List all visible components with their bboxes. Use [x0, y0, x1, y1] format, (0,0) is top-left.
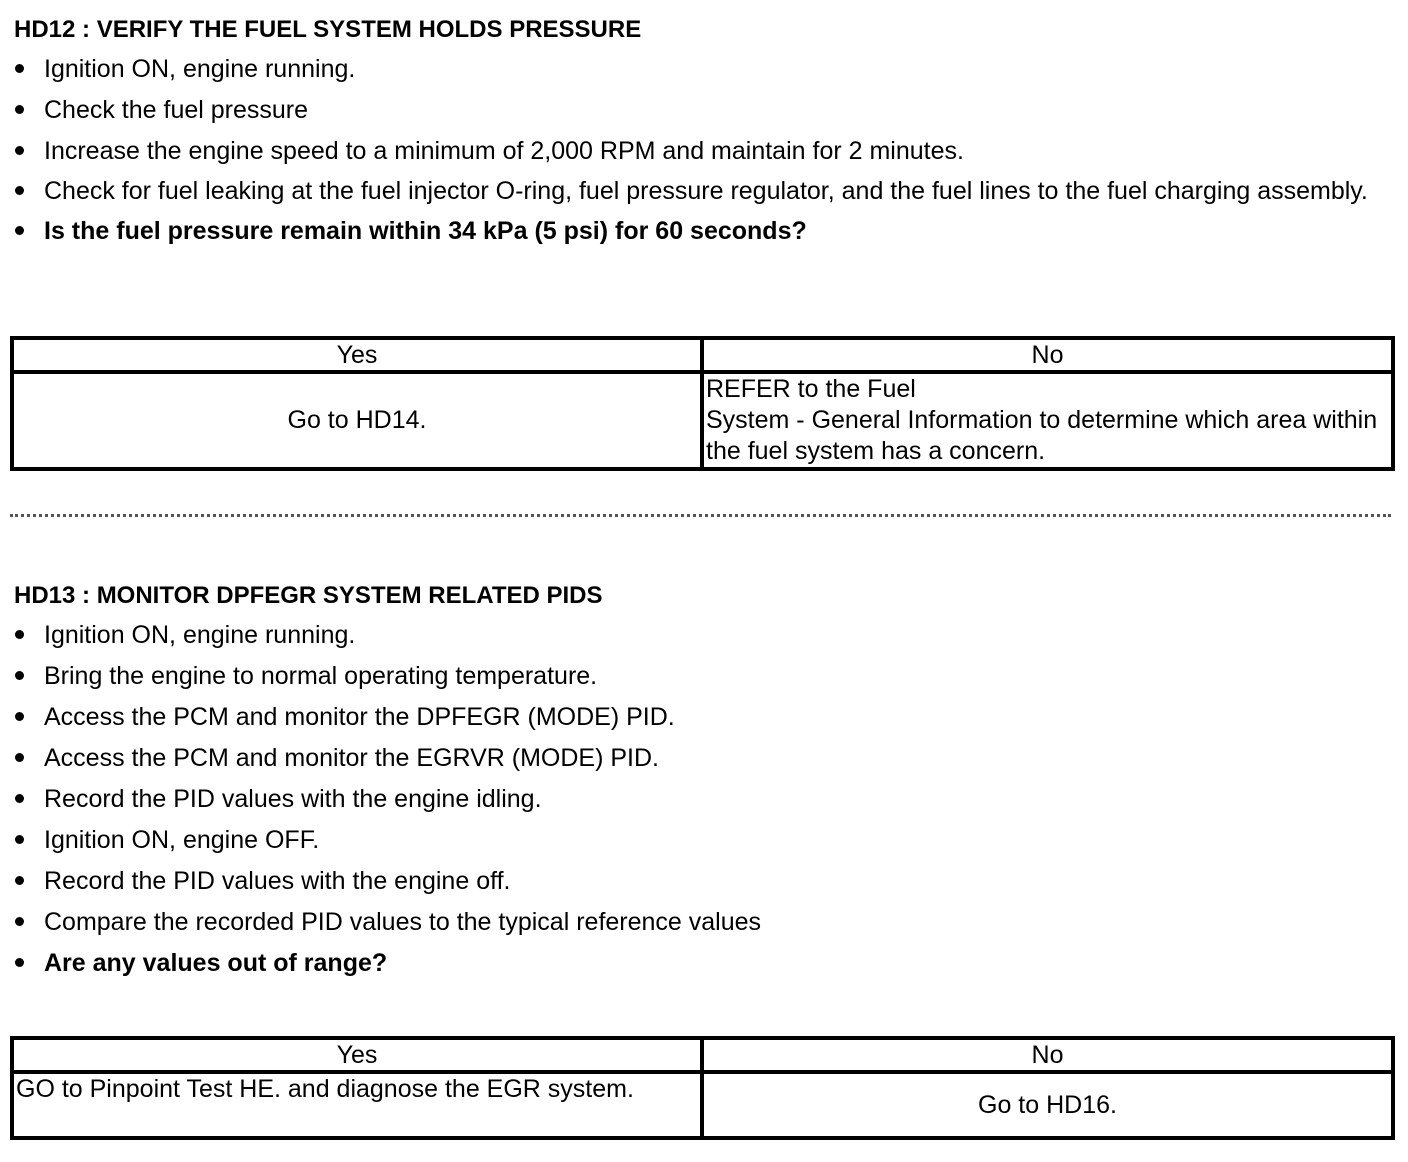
yes-cell: Go to HD14.	[12, 372, 702, 469]
bullet-icon	[15, 186, 24, 195]
hd13-title: HD13 : MONITOR DPFEGR SYSTEM RELATED PIDS	[14, 582, 603, 609]
hd13-step: Access the PCM and monitor the DPFEGR (MODE) PID.	[12, 701, 1392, 733]
hd13-step: Ignition ON, engine running.	[12, 619, 1392, 651]
hd13-step: Access the PCM and monitor the EGRVR (MODE) PID.	[12, 742, 1392, 774]
table-row	[12, 372, 1393, 469]
hd13-question: Are any values out of range?	[12, 947, 1392, 979]
hd12-result-table	[10, 336, 1395, 471]
hd13-result-table	[10, 1036, 1395, 1140]
hd13-step: Record the PID values with the engine off.	[12, 865, 1392, 897]
table-row	[12, 1072, 1393, 1138]
hd12-step: Increase the engine speed to a minimum of 2,000 RPM and maintain for 2 minutes.	[12, 135, 1392, 167]
hd12-section	[12, 16, 1392, 247]
bullet-icon	[15, 226, 24, 235]
hd12-title: HD12 : VERIFY THE FUEL SYSTEM HOLDS PRESSURE	[14, 16, 642, 43]
bullet-icon	[15, 105, 24, 114]
yes-header: Yes	[12, 1038, 702, 1072]
yes-header: Yes	[12, 338, 702, 372]
hd13-step: Bring the engine to normal operating temperature.	[12, 660, 1392, 692]
hd13-step: Ignition ON, engine OFF.	[12, 824, 1392, 856]
yes-cell: GO to Pinpoint Test HE. and diagnose the EGR system.	[12, 1072, 702, 1138]
bullet-icon	[15, 712, 24, 721]
table-header-row	[12, 1038, 1393, 1072]
hd12-step-list	[12, 53, 1392, 247]
hd12-step: Check the fuel pressure	[12, 94, 1392, 126]
bullet-icon	[15, 835, 24, 844]
no-cell: REFER to the Fuel System - General Information to determine which area within the fuel system has a concern.	[702, 372, 1393, 469]
no-header: No	[702, 338, 1393, 372]
bullet-icon	[15, 917, 24, 926]
hd13-step: Compare the recorded PID values to the typical reference values	[12, 906, 1392, 938]
hd12-question: Is the fuel pressure remain within 34 kPa (5 psi) for 60 seconds?	[12, 215, 1392, 247]
table-header-row	[12, 338, 1393, 372]
bullet-icon	[15, 630, 24, 639]
bullet-icon	[15, 958, 24, 967]
no-header: No	[702, 1038, 1393, 1072]
bullet-icon	[15, 753, 24, 762]
section-divider	[10, 514, 1391, 517]
bullet-icon	[15, 146, 24, 155]
bullet-icon	[15, 64, 24, 73]
no-cell: Go to HD16.	[702, 1072, 1393, 1138]
hd13-step-list	[12, 619, 1392, 979]
bullet-icon	[15, 671, 24, 680]
hd13-step: Record the PID values with the engine idling.	[12, 783, 1392, 815]
hd12-step: Ignition ON, engine running.	[12, 53, 1392, 85]
hd12-step: Check for fuel leaking at the fuel injector O-ring, fuel pressure regulator, and the fuel lines to the fuel charging assembly.	[12, 176, 1392, 206]
bullet-icon	[15, 876, 24, 885]
hd13-section	[12, 582, 1392, 979]
bullet-icon	[15, 794, 24, 803]
